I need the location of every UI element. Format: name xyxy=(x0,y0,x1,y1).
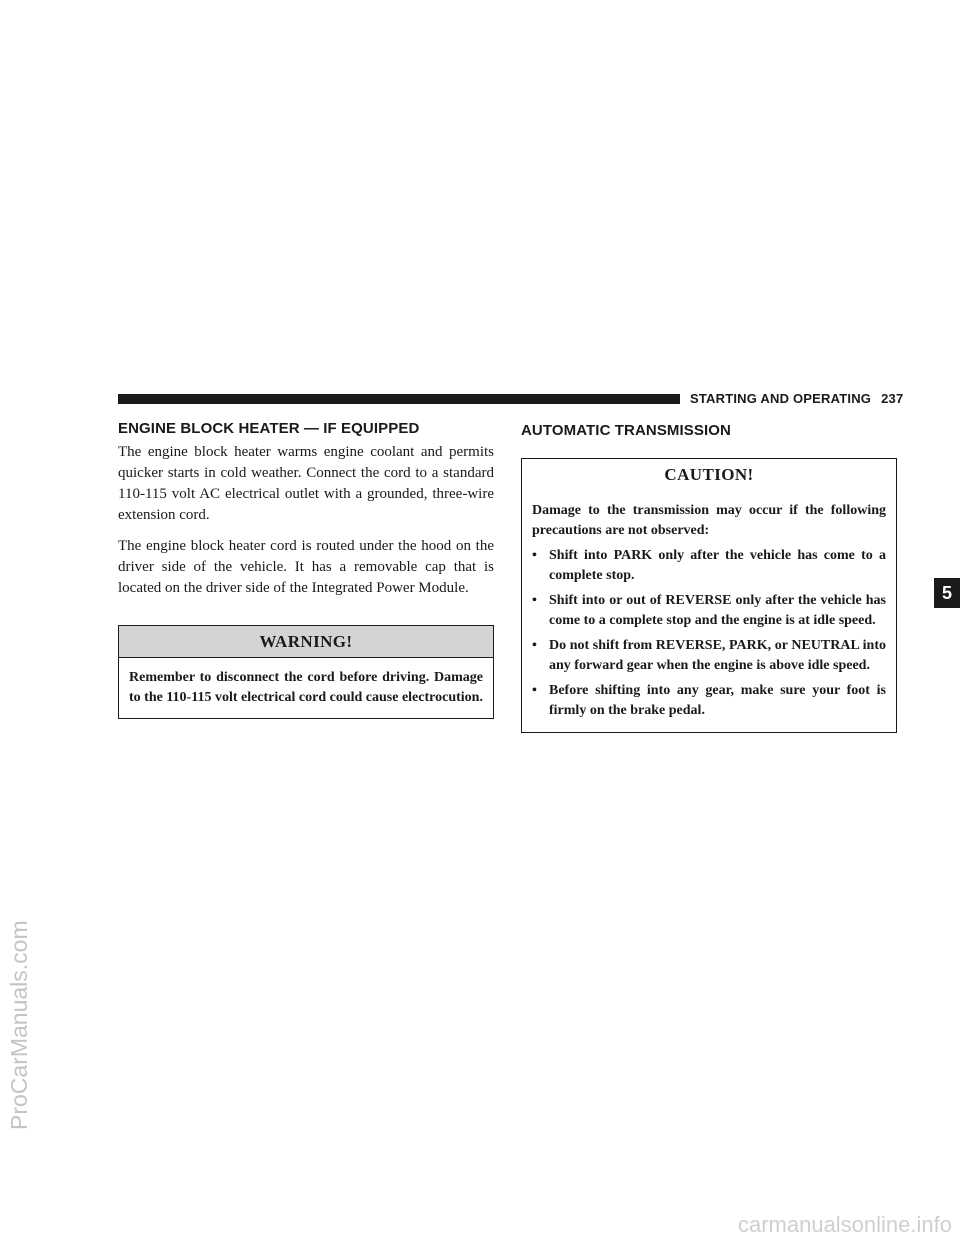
bullet-icon: • xyxy=(532,683,537,698)
caution-bullet-text: Shift into PARK only after the vehicle has come to a complete stop. xyxy=(549,548,886,583)
warning-body xyxy=(119,658,493,718)
caution-title: CAUTION! xyxy=(664,465,754,484)
list-item xyxy=(532,636,886,676)
heater-paragraph-2: The engine block heater cord is routed under the hood on the driver side of the vehicle. It has a removable cap that is located on the driver side of the Integrated Power Module. xyxy=(118,538,494,596)
caution-bullet-text: Before shifting into any gear, make sure your foot is firmly on the brake pedal. xyxy=(549,683,886,718)
automatic-transmission-heading: AUTOMATIC TRANSMISSION xyxy=(521,422,731,439)
caution-list xyxy=(532,546,886,721)
side-watermark: ProCarManuals.com xyxy=(6,920,32,1130)
warning-text: Remember to disconnect the cord before driving. Damage to the 110-115 volt electrical cord could cause electrocution. xyxy=(129,670,483,705)
right-column xyxy=(521,420,897,733)
caution-bullet-text: Shift into or out of REVERSE only after the vehicle has come to a complete stop and the engine is at idle speed. xyxy=(549,593,886,628)
running-header xyxy=(690,391,903,406)
bottom-watermark: carmanualsonline.info xyxy=(737,1212,952,1237)
heater-paragraph-1: The engine block heater warms engine coolant and permits quicker starts in cold weather. Connect the cord to a standard 110-115 volt AC electrical outlet with a grounded, three-wire extension cord. xyxy=(118,444,494,523)
caution-body xyxy=(522,491,896,732)
warning-box xyxy=(118,625,494,719)
page-number: 237 xyxy=(881,391,904,406)
bullet-icon: • xyxy=(532,548,537,563)
list-item xyxy=(532,546,886,586)
caution-box xyxy=(521,458,897,733)
left-column xyxy=(118,420,494,719)
header-section-title: STARTING AND OPERATING xyxy=(690,391,872,406)
warning-title: WARNING! xyxy=(119,626,493,658)
list-item xyxy=(532,681,886,721)
bullet-icon: • xyxy=(532,638,537,653)
list-item xyxy=(532,591,886,631)
engine-block-heater-heading: ENGINE BLOCK HEATER — IF EQUIPPED xyxy=(118,420,420,437)
header-rule xyxy=(118,394,680,404)
bullet-icon: • xyxy=(532,593,537,608)
caution-bullet-text: Do not shift from REVERSE, PARK, or NEUTRAL into any forward gear when the engine is above idle speed. xyxy=(549,638,886,673)
chapter-tab: 5 xyxy=(934,578,960,608)
caution-intro: Damage to the transmission may occur if the following precautions are not observed: xyxy=(532,503,886,538)
